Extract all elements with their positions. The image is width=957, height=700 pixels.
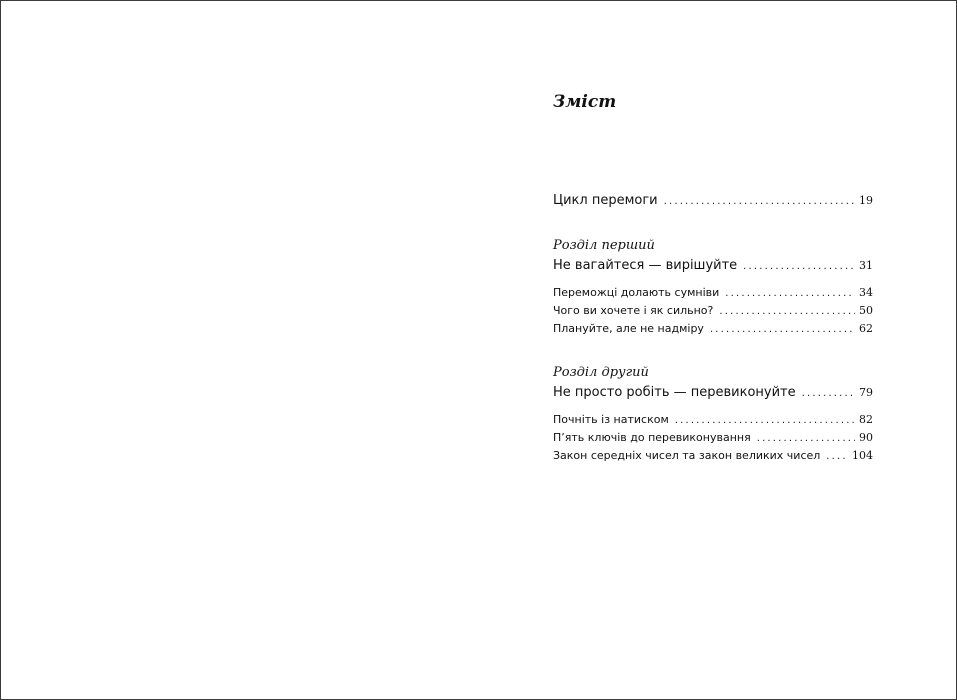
entry-page: 79 xyxy=(859,386,873,399)
entry-page: 19 xyxy=(859,194,873,207)
toc-entry-section-1[interactable] xyxy=(553,257,873,276)
toc-entry-section-2[interactable] xyxy=(553,384,873,403)
dot-leader xyxy=(719,304,855,320)
dot-leader xyxy=(664,193,855,211)
toc-entry-section-2-item-3[interactable] xyxy=(553,448,873,465)
entry-title: Плануйте, але не надміру xyxy=(553,322,704,335)
entry-page: 104 xyxy=(852,449,873,462)
dot-leader xyxy=(757,431,855,447)
entry-page: 82 xyxy=(859,413,873,426)
entry-page: 50 xyxy=(859,304,873,317)
section-2-label: Розділ другий xyxy=(553,365,649,380)
entry-title: Цикл перемоги xyxy=(553,193,658,208)
toc-entry-section-2-item-1[interactable] xyxy=(553,412,873,429)
dot-leader xyxy=(725,286,855,302)
dot-leader xyxy=(826,449,848,465)
toc-entry-section-1-item-3[interactable] xyxy=(553,321,873,338)
section-1-label: Розділ перший xyxy=(553,238,655,253)
entry-page: 34 xyxy=(859,286,873,299)
entry-page: 62 xyxy=(859,322,873,335)
dot-leader xyxy=(710,322,855,338)
toc-title: Зміст xyxy=(553,92,617,112)
entry-page: 31 xyxy=(859,259,873,272)
toc-entry-section-1-item-1[interactable] xyxy=(553,285,873,302)
entry-title: Не просто робіть — перевиконуйте xyxy=(553,385,796,400)
dot-leader xyxy=(802,385,855,403)
toc-entry-intro[interactable] xyxy=(553,192,873,211)
entry-title: Переможці долають сумніви xyxy=(553,286,720,299)
dot-leader xyxy=(675,413,855,429)
toc-entry-section-2-item-2[interactable] xyxy=(553,430,873,447)
entry-page: 90 xyxy=(859,431,873,444)
entry-title: Чого ви хочете і як сильно? xyxy=(553,304,714,317)
entry-title: Почніть із натиском xyxy=(553,413,669,426)
toc-entry-section-1-item-2[interactable] xyxy=(553,303,873,320)
entry-title: П’ять ключів до перевиконування xyxy=(553,431,751,444)
entry-title: Закон середніх чисел та закон великих чисел xyxy=(553,449,821,462)
entry-title: Не вагайтеся — вирішуйте xyxy=(553,258,738,273)
dot-leader xyxy=(743,258,855,276)
